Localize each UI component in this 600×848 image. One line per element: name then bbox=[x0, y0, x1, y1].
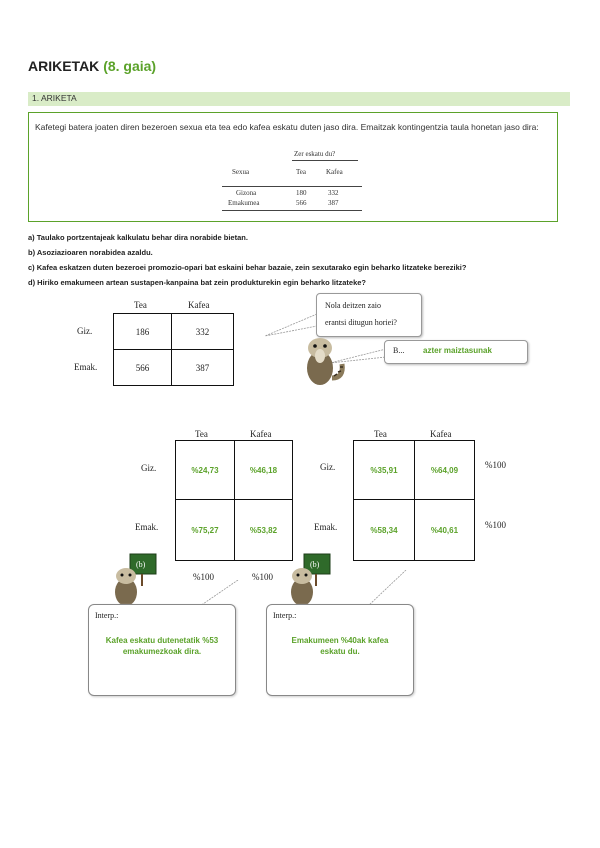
rowpct-cell: %64,09 bbox=[414, 440, 475, 500]
rowpct-cell: %35,91 bbox=[353, 440, 415, 500]
rowpct-row-label: Emak. bbox=[314, 522, 338, 532]
colpct-cell: %75,27 bbox=[175, 499, 235, 561]
intro-text: Kafetegi batera joaten diren bezeroen sexua eta tea edo kafea eskatu duten jaso dira. Emaitzak kontingentzia taula honetan jaso dira: bbox=[35, 122, 539, 132]
answer-prefix: B... bbox=[393, 346, 405, 355]
rowpct-col-tea: Tea bbox=[374, 429, 387, 439]
interp-left-text: Kafea eskatu dutenetatik %53 emakumezkoak dira. bbox=[105, 636, 219, 656]
rowpct-col-kafea: Kafea bbox=[430, 429, 452, 439]
interp-right-head: Interp.: bbox=[273, 611, 297, 620]
question-b: b) Asoziazioaren norabidea azaldu. bbox=[28, 248, 153, 257]
mini-row-head: Sexua bbox=[232, 168, 250, 176]
frequency-table bbox=[60, 298, 240, 390]
mini-contingency-table bbox=[222, 150, 362, 212]
title-main: ARIKETAK bbox=[28, 58, 100, 74]
colpct-total: %100 bbox=[252, 572, 273, 582]
freq-col-tea: Tea bbox=[134, 300, 147, 310]
colpct-cell: %24,73 bbox=[175, 440, 235, 500]
freq-cell: 332 bbox=[171, 313, 234, 350]
mini-row-label: Gizona bbox=[236, 189, 257, 197]
section-header bbox=[28, 92, 570, 106]
mini-row-label: Emakumea bbox=[228, 199, 260, 207]
freq-cell: 387 bbox=[171, 349, 234, 386]
freq-col-kafea: Kafea bbox=[188, 300, 210, 310]
coati-sign-left bbox=[108, 550, 158, 608]
colpct-col-kafea: Kafea bbox=[250, 429, 272, 439]
rowpct-total: %100 bbox=[485, 460, 506, 470]
question-a: a) Taulako portzentajeak kalkulatu behar dira norabide bietan. bbox=[28, 233, 248, 242]
sign-label-left: (b) bbox=[136, 560, 146, 569]
interp-box-left bbox=[88, 604, 236, 696]
answer-text: azter maiztasunak bbox=[423, 346, 492, 355]
row-percent-table bbox=[310, 426, 520, 576]
freq-cell: 566 bbox=[113, 349, 172, 386]
coati-icon bbox=[298, 326, 348, 390]
interp-right-text: Emakumeen %40ak kafea eskatu du. bbox=[291, 636, 389, 656]
title-accent: (8. gaia) bbox=[103, 58, 157, 74]
mini-header-group: Zer eskatu du? bbox=[294, 150, 336, 158]
rowpct-cell: %58,34 bbox=[353, 499, 415, 561]
freq-cell: 186 bbox=[113, 313, 172, 350]
freq-row-label: Emak. bbox=[74, 362, 98, 372]
colpct-row-label: Emak. bbox=[135, 522, 159, 532]
colpct-col-tea: Tea bbox=[195, 429, 208, 439]
colpct-row-label: Giz. bbox=[141, 463, 157, 473]
colpct-cell: %53,82 bbox=[234, 499, 293, 561]
answer-bubble bbox=[384, 340, 528, 364]
colpct-cell: %46,18 bbox=[234, 440, 293, 500]
interp-left-head: Interp.: bbox=[95, 611, 119, 620]
colpct-total: %100 bbox=[193, 572, 214, 582]
rowpct-cell: %40,61 bbox=[414, 499, 475, 561]
rowpct-total: %100 bbox=[485, 520, 506, 530]
page-title bbox=[28, 58, 156, 74]
coati-icon bbox=[286, 550, 336, 608]
coati-icon bbox=[108, 550, 158, 608]
mini-cell: 180 bbox=[296, 189, 307, 197]
interp-box-right bbox=[266, 604, 414, 696]
mini-col-tea: Tea bbox=[296, 168, 307, 176]
rowpct-row-label: Giz. bbox=[320, 462, 336, 472]
freq-row-label: Giz. bbox=[77, 326, 93, 336]
mini-cell: 566 bbox=[296, 199, 307, 207]
bubble-line1: Nola deitzen zaio bbox=[325, 301, 381, 310]
mini-cell: 387 bbox=[328, 199, 339, 207]
question-c: c) Kafea eskatzen duten bezeroei promozio-opari bat eskaini behar bazaie, zein sexutarako egin beharko litzateke bereziki? bbox=[28, 263, 467, 272]
mini-col-kafea: Kafea bbox=[326, 168, 343, 176]
coati-sign-right bbox=[286, 550, 336, 608]
question-d: d) Hiriko emakumeen artean sustapen-kanpaina bat zein produkturekin egin beharko litzateke? bbox=[28, 278, 367, 287]
bubble-line2: erantsi ditugun horiei? bbox=[325, 318, 397, 327]
section-label: 1. ARIKETA bbox=[32, 93, 77, 103]
sign-label-right: (b) bbox=[310, 560, 320, 569]
mini-cell: 332 bbox=[328, 189, 339, 197]
